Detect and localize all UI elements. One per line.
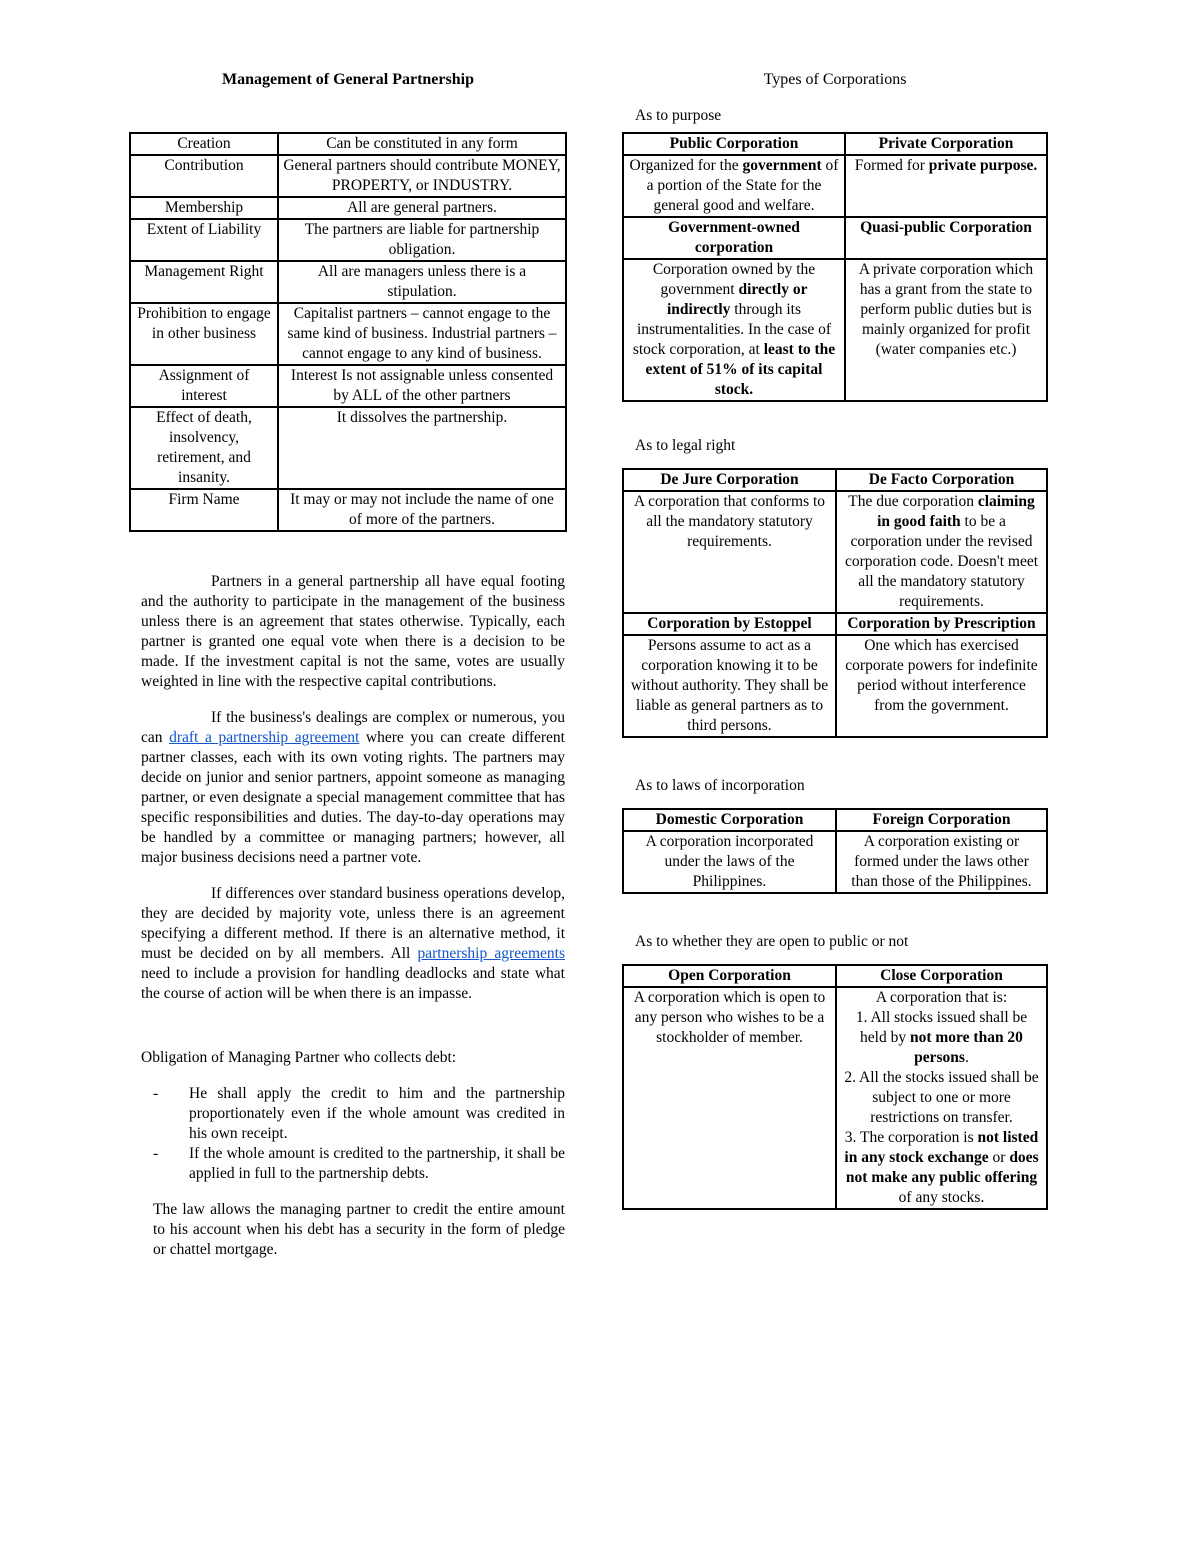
- table-row: [623, 987, 1047, 1209]
- laws-table: [622, 808, 1048, 894]
- table-row: [623, 831, 1047, 893]
- page-title: Management of General Partnership: [222, 71, 474, 88]
- header-prescription: Corporation by Prescription: [836, 613, 1047, 635]
- row-value: General partners should contribute MONEY, PROPERTY, or INDUSTRY.: [278, 155, 566, 197]
- table-row: [623, 809, 1047, 831]
- cell-private: Formed for private purpose.: [845, 155, 1047, 217]
- row-label: Creation: [130, 133, 278, 155]
- paragraph-partnership-agreement: If the business's dealings are complex or numerous, you can draft a partnership agreement where you can create different partner classes, each with its own voting rights. The partners may decide on junior and senior partners, appoint someone as managing partner, or even designate a special management committee that has specific responsibilities and duties. The day-to-day operations may be handled by a committee or managing partners; however, all major business decisions need a partner vote.: [141, 709, 565, 866]
- section-label-laws: As to laws of incorporation: [635, 777, 805, 794]
- section-label-open: As to whether they are open to public or not: [635, 933, 909, 950]
- header-open: Open Corporation: [623, 965, 836, 987]
- cell-gocc: Corporation owned by the government directly or indirectly through its instrumentalities. In the case of stock corporation, at least to the extent of 51% of its capital stock.: [623, 259, 845, 401]
- list-item: - If the whole amount is credited to the partnership, it shall be applied in full to the partnership debts.: [153, 1145, 565, 1182]
- row-label: Extent of Liability: [130, 219, 278, 261]
- table-row: [130, 407, 566, 489]
- row-value: Can be constituted in any form: [278, 133, 566, 155]
- table-row: [623, 217, 1047, 259]
- header-gocc: Government-owned corporation: [623, 217, 845, 259]
- draft-partnership-agreement-link[interactable]: draft a partnership agreement: [169, 729, 360, 746]
- row-label: Prohibition to engage in other business: [130, 303, 278, 365]
- header-private: Private Corporation: [845, 133, 1047, 155]
- section-label-purpose: As to purpose: [635, 107, 722, 124]
- table-row: [130, 155, 566, 197]
- table-row: [130, 261, 566, 303]
- row-label: Management Right: [130, 261, 278, 303]
- cell-prescription: One which has exercised corporate powers for indefinite period without interference from the government.: [836, 635, 1047, 737]
- table-row: [623, 155, 1047, 217]
- table-row: [130, 365, 566, 407]
- row-value: Interest Is not assignable unless consented by ALL of the other partners: [278, 365, 566, 407]
- table-row: [130, 303, 566, 365]
- row-value: Capitalist partners – cannot engage to the same kind of business. Industrial partners – cannot engage to any kind of business.: [278, 303, 566, 365]
- partnership-agreements-link[interactable]: partnership agreements: [417, 945, 565, 962]
- obligation-heading: Obligation of Managing Partner who collects debt:: [141, 1049, 457, 1066]
- right-column: [622, 68, 1048, 1210]
- cell-foreign: A corporation existing or formed under the laws other than those of the Philippines.: [836, 831, 1047, 893]
- partnership-table: [129, 132, 567, 532]
- header-public: Public Corporation: [623, 133, 845, 155]
- table-row: [623, 259, 1047, 401]
- cell-domestic: A corporation incorporated under the laws of the Philippines.: [623, 831, 836, 893]
- header-quasi: Quasi-public Corporation: [845, 217, 1047, 259]
- table-row: [623, 613, 1047, 635]
- row-value: It dissolves the partnership.: [278, 407, 566, 489]
- row-value: All are managers unless there is a stipulation.: [278, 261, 566, 303]
- closing-paragraph: The law allows the managing partner to credit the entire amount to his account when his debt has a security in the form of pledge or chattel mortgage.: [153, 1201, 565, 1258]
- table-row: [623, 133, 1047, 155]
- header-estoppel: Corporation by Estoppel: [623, 613, 836, 635]
- row-label: Membership: [130, 197, 278, 219]
- cell-dejure: A corporation that conforms to all the mandatory statutory requirements.: [623, 491, 836, 613]
- table-row: [623, 491, 1047, 613]
- table-row: [623, 965, 1047, 987]
- paragraph-equal-footing: Partners in a general partnership all have equal footing and the authority to participate in the management of the business unless there is an agreement that states otherwise. Typically, each partner is granted one equal vote when there is a decision to be made. If the investment capital is not the same, votes are usually weighted in line with the respective capital contributions.: [141, 573, 565, 690]
- cell-estoppel: Persons assume to act as a corporation knowing it to be without authority. They shall be liable as general partners as to third persons.: [623, 635, 836, 737]
- row-label: Effect of death, insolvency, retirement, and insanity.: [130, 407, 278, 489]
- row-value: All are general partners.: [278, 197, 566, 219]
- cell-defacto: The due corporation claiming in good faith to be a corporation under the revised corporation code. Doesn't meet all the mandatory statutory requirements.: [836, 491, 1047, 613]
- legal-right-table: [622, 468, 1048, 738]
- paragraph-majority-vote: If differences over standard business operations develop, they are decided by majority vote, unless there is an agreement specifying a different method. If there is an alternative method, it must be decided on by all members. All partnership agreements need to include a provision for handling deadlocks and state what the course of action will be when there is an impasse.: [141, 885, 565, 1002]
- header-domestic: Domestic Corporation: [623, 809, 836, 831]
- header-foreign: Foreign Corporation: [836, 809, 1047, 831]
- cell-close: A corporation that is: 1. All stocks issued shall be held by not more than 20 persons. 2. All the stocks issued shall be subject to one or more restrictions on transfer. 3. The corporation is not listed in any stock exchange or does not make any public offering of any stocks.: [836, 987, 1047, 1209]
- obligation-list: [129, 1084, 567, 1184]
- table-row: [623, 469, 1047, 491]
- row-label: Firm Name: [130, 489, 278, 531]
- left-column: [129, 68, 567, 1260]
- row-value: The partners are liable for partnership obligation.: [278, 219, 566, 261]
- list-item: - He shall apply the credit to him and the partnership proportionately even if the whole amount was credited in his own receipt.: [153, 1085, 565, 1142]
- purpose-table: [622, 132, 1048, 402]
- section-label-legal: As to legal right: [635, 437, 736, 454]
- types-title: Types of Corporations: [763, 71, 907, 88]
- row-label: Assignment of interest: [130, 365, 278, 407]
- cell-open: A corporation which is open to any person who wishes to be a stockholder of member.: [623, 987, 836, 1209]
- table-row: [130, 489, 566, 531]
- cell-quasi: A private corporation which has a grant from the state to perform public duties but is mainly organized for profit (water companies etc.): [845, 259, 1047, 401]
- row-label: Contribution: [130, 155, 278, 197]
- header-defacto: De Facto Corporation: [836, 469, 1047, 491]
- table-row: [130, 197, 566, 219]
- row-value: It may or may not include the name of one of more of the partners.: [278, 489, 566, 531]
- table-row: [623, 635, 1047, 737]
- header-dejure: De Jure Corporation: [623, 469, 836, 491]
- table-row: [130, 219, 566, 261]
- header-close: Close Corporation: [836, 965, 1047, 987]
- table-row: [130, 133, 566, 155]
- cell-public: Organized for the government of a portion of the State for the general good and welfare.: [623, 155, 845, 217]
- open-close-table: [622, 964, 1048, 1210]
